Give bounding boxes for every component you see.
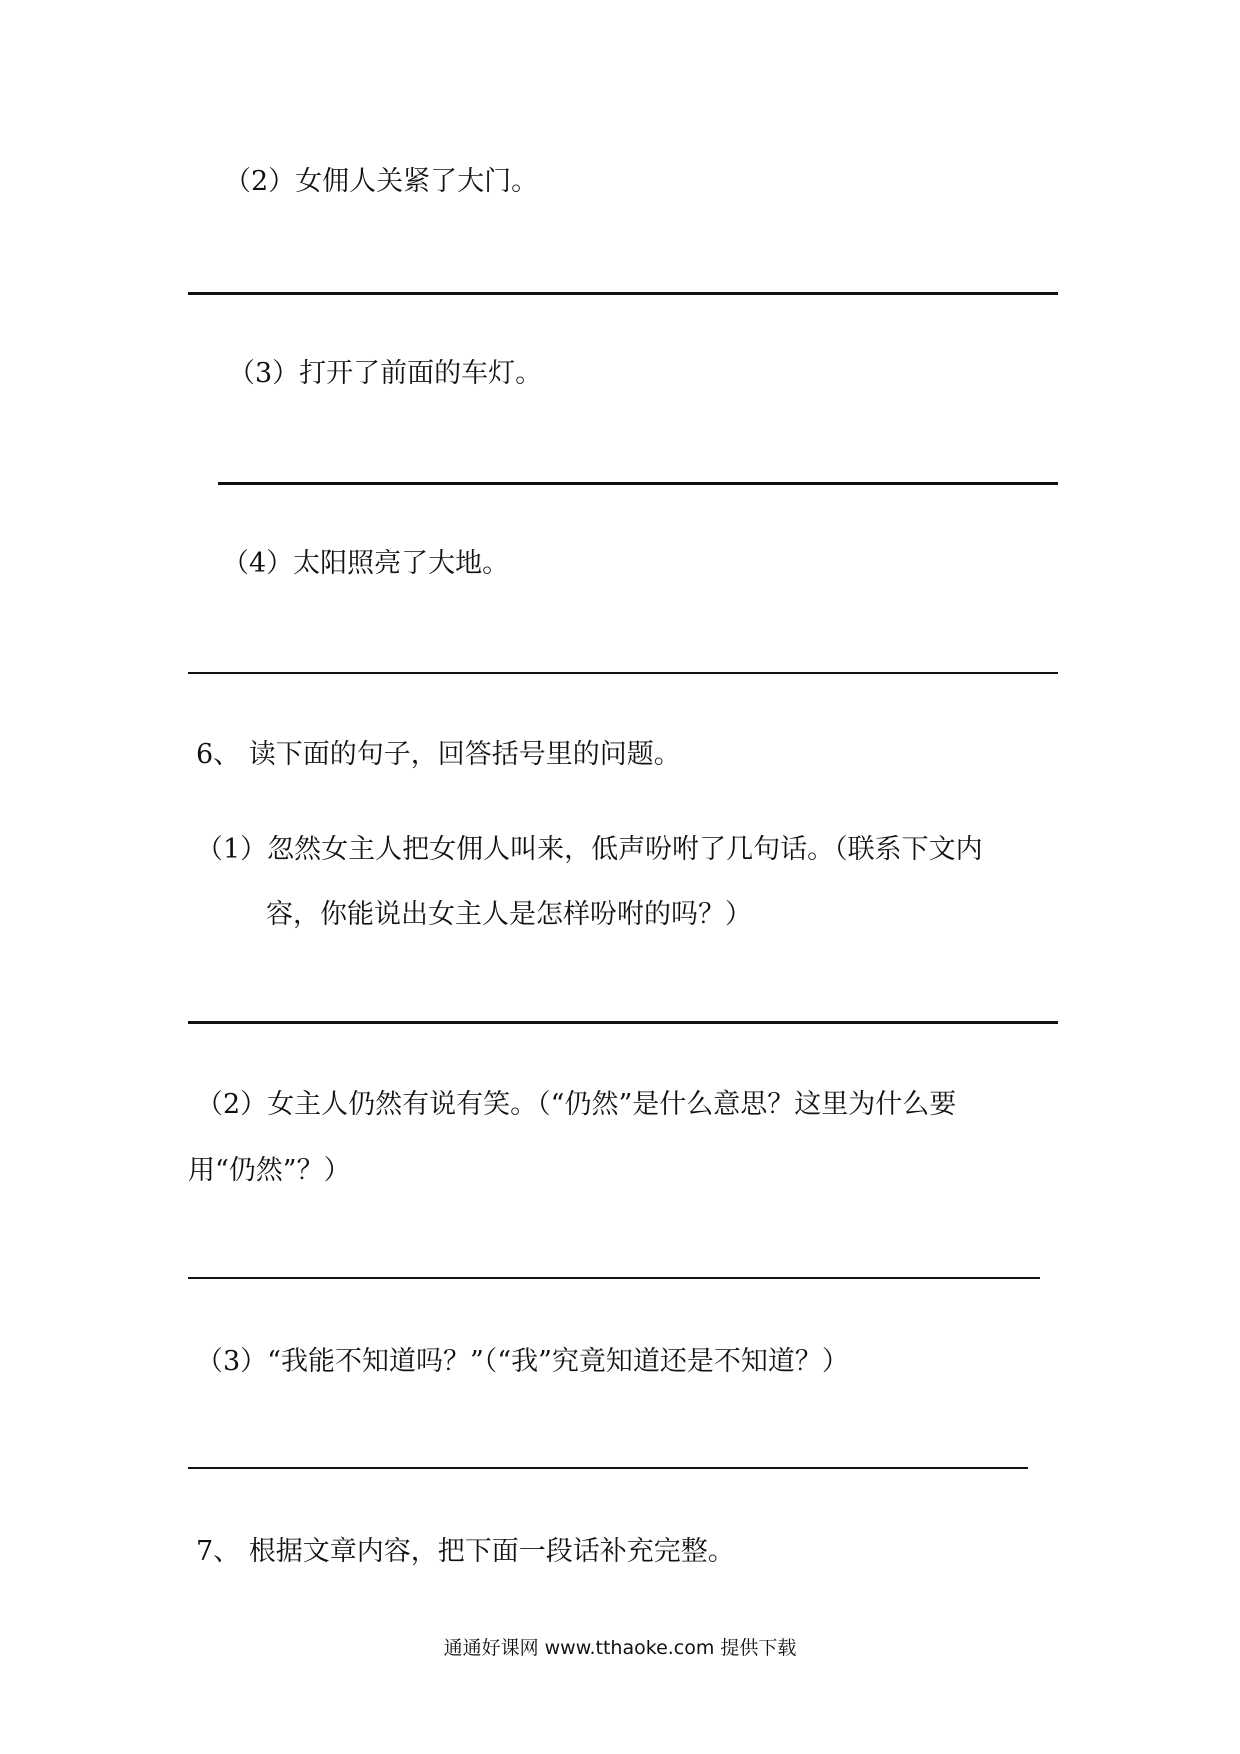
answer-line: [188, 1277, 1040, 1279]
question-5-item-3: （3）打开了前面的车灯。: [228, 358, 543, 389]
question-7-heading: 7、 根据文章内容，把下面一段话补充完整。: [196, 1536, 735, 1567]
question-5-item-2: （2）女佣人关紧了大门。: [224, 166, 539, 197]
question-6-heading: 6、 读下面的句子，回答括号里的问题。: [196, 739, 681, 770]
answer-line: [188, 1021, 1058, 1024]
answer-line: [188, 672, 1058, 674]
question-6-item-1-line-1: （1）忽然女主人把女佣人叫来，低声吩咐了几句话。（联系下文内: [196, 834, 983, 865]
question-6-item-2-line-1: （2）女主人仍然有说有笑。（“仍然”是什么意思？这里为什么要: [196, 1089, 957, 1120]
footer-credit: 通通好课网 www.tthaoke.com 提供下载: [443, 1637, 797, 1659]
question-6-item-3: （3）“我能不知道吗？”（“我”究竟知道还是不知道？）: [196, 1346, 849, 1377]
question-6-item-2-line-2: 用“仍然”？）: [188, 1155, 351, 1186]
question-6-item-1-line-2: 容，你能说出女主人是怎样吩咐的吗？）: [266, 899, 752, 930]
question-5-item-4: （4）太阳照亮了大地。: [222, 548, 510, 579]
answer-line: [188, 292, 1058, 295]
answer-line: [188, 1467, 1028, 1469]
answer-line: [218, 482, 1058, 485]
